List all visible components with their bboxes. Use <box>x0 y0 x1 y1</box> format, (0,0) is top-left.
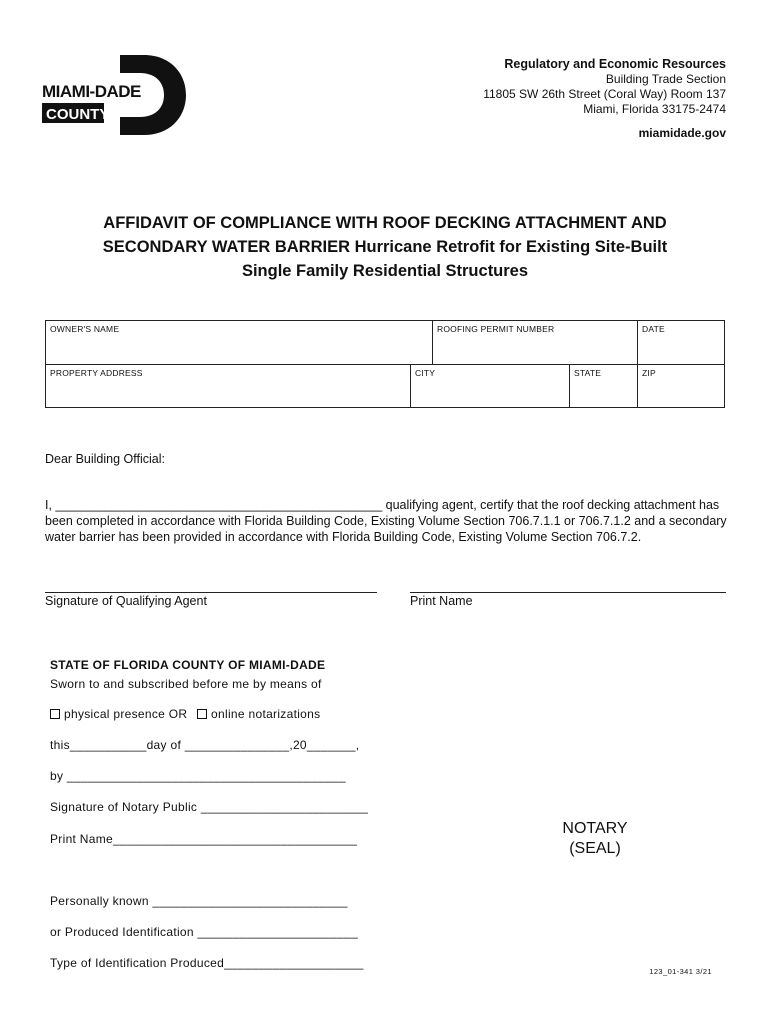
state-field[interactable] <box>570 365 637 407</box>
form-title-line1: AFFIDAVIT OF COMPLIANCE WITH ROOF DECKING ATTACHMENT AND <box>103 214 667 232</box>
owner-property-grid <box>45 320 725 408</box>
website-link[interactable]: miamidade.gov <box>638 126 726 140</box>
street-address: 11805 SW 26th Street (Coral Way) Room 137 <box>483 87 726 101</box>
date-field[interactable] <box>638 321 724 364</box>
print-name-line[interactable] <box>410 592 726 593</box>
city-label: CITY <box>415 368 436 378</box>
agent-signature-label: Signature of Qualifying Agent <box>45 594 207 608</box>
print-name-label: Print Name <box>410 594 473 608</box>
department-name: Regulatory and Economic Resources <box>504 57 726 71</box>
id-type-line[interactable]: Type of Identification Produced____________________ <box>50 956 364 970</box>
state-label: STATE <box>574 368 602 378</box>
property-address-field[interactable] <box>46 365 410 407</box>
form-title-line2: SECONDARY WATER BARRIER Hurricane Retrofit for Existing Site-Built <box>102 238 668 256</box>
form-number: 123_01-341 3/21 <box>649 967 712 976</box>
notary-print-name-line[interactable]: Print Name___________________________________ <box>50 832 358 846</box>
permit-number-label: ROOFING PERMIT NUMBER <box>437 324 555 334</box>
seal-label: (SEAL) <box>569 840 621 857</box>
online-notarization-checkbox[interactable] <box>197 709 207 719</box>
county-logo-mark <box>42 55 187 135</box>
agent-signature-line[interactable] <box>45 592 377 593</box>
physical-presence-checkbox[interactable] <box>50 709 60 719</box>
city-state-zip: Miami, Florida 33175-2474 <box>583 102 726 116</box>
date-label: DATE <box>642 324 665 334</box>
city-field[interactable] <box>411 365 569 407</box>
form-title-line3: Single Family Residential Structures <box>241 262 529 280</box>
sworn-statement: Sworn to and subscribed before me by means of <box>50 677 322 691</box>
notarization-method <box>50 707 320 721</box>
notary-by-line[interactable]: by ________________________________________ <box>50 769 346 783</box>
zip-label: ZIP <box>642 368 656 378</box>
certification-paragraph <box>45 497 735 545</box>
notary-signature-line[interactable]: Signature of Notary Public ________________________ <box>50 800 369 814</box>
certification-line1[interactable]: I, _______________________________________________ qualifying agent, certify that the roof decking attachment has <box>45 498 720 512</box>
miami-dade-logo <box>42 55 187 135</box>
salutation: Dear Building Official: <box>45 452 165 466</box>
online-notarization-label: online notarizations <box>211 707 321 721</box>
notary-seal-label: NOTARY <box>562 820 628 837</box>
permit-number-field[interactable] <box>433 321 637 364</box>
property-address-label: PROPERTY ADDRESS <box>50 368 143 378</box>
zip-field[interactable] <box>638 365 724 407</box>
owner-name-label: OWNER'S NAME <box>50 324 120 334</box>
logo-line2: COUNTY <box>46 106 110 123</box>
certification-line2: been completed in accordance with Florida Building Code, Existing Volume Section 706.7.1.1 or 706.7.1.2 and a secondary <box>45 514 727 528</box>
owner-name-field[interactable] <box>46 321 432 364</box>
notary-heading: STATE OF FLORIDA COUNTY OF MIAMI-DADE <box>50 658 326 672</box>
personally-known-line[interactable]: Personally known ____________________________ <box>50 894 348 908</box>
produced-id-line[interactable]: or Produced Identification _______________________ <box>50 925 358 939</box>
physical-presence-label: physical presence OR <box>64 707 188 721</box>
notary-date-line[interactable]: this___________day of _______________,20_______, <box>50 738 360 752</box>
certification-line3: water barrier has been provided in accordance with Florida Building Code, Existing Volume Section 706.7.2. <box>45 530 642 544</box>
logo-line1: MIAMI-DADE <box>42 82 141 101</box>
section-name: Building Trade Section <box>605 72 726 86</box>
